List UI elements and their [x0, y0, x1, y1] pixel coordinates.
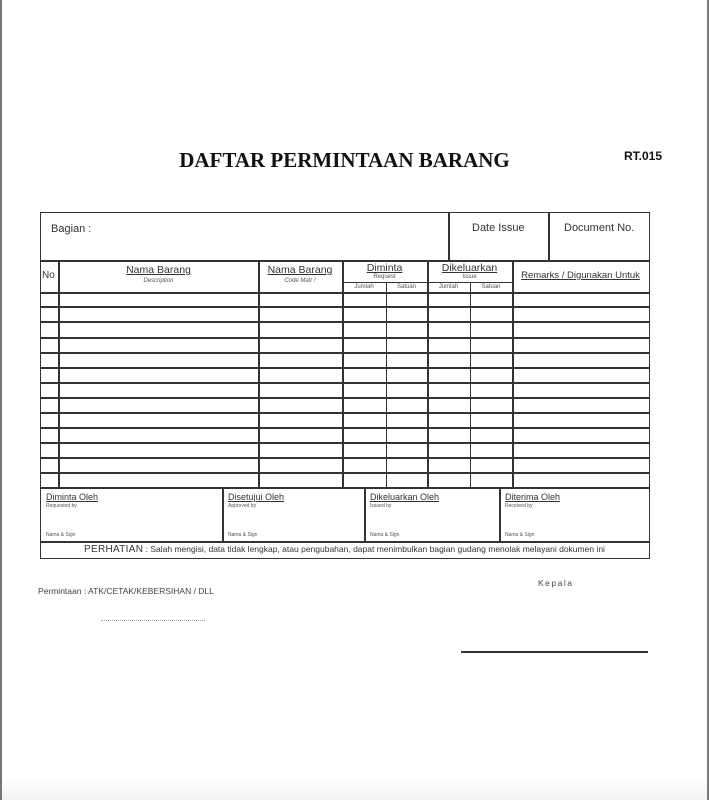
table-row[interactable] [40, 413, 649, 427]
table-row[interactable] [40, 308, 649, 321]
col-diminta-jumlah: Jumlah [354, 284, 374, 290]
row-line [40, 487, 650, 489]
document-no-label: Document No. [564, 222, 635, 234]
document-title [0, 148, 709, 173]
sign-title: Dikeluarkan Oleh [370, 492, 440, 502]
col-diminta-sub: Request [373, 274, 396, 280]
sign-title: Disetujui Oleh [228, 492, 285, 502]
sign-name-label: Nama & Sign [46, 532, 76, 538]
col-diminta: Diminta [366, 262, 403, 274]
notice [40, 544, 649, 555]
divider [40, 541, 650, 543]
sign-sub: Approved by [228, 503, 257, 509]
sign-title: Diterima Oleh [505, 492, 561, 502]
notice-text: : Salah mengisi, data tidak lengkap, atau pengubahan, dapat menimbulkan bagian gudang menolak melayani dokumen ini [145, 544, 605, 554]
sign-name-label: Nama & Sign [228, 532, 258, 538]
sign-sub: Requested by [46, 503, 77, 509]
table-row[interactable] [40, 398, 649, 412]
col-dikeluarkan-jumlah: Jumlah [438, 284, 459, 290]
notice-label: PERHATIAN [84, 544, 144, 555]
table-row[interactable] [40, 323, 649, 337]
bagian-label: Bagian : [51, 223, 92, 235]
sign-box-approved[interactable] [224, 490, 362, 540]
dotted-signature-line[interactable] [101, 620, 205, 621]
col-diminta-satuan: Satuan [396, 284, 417, 290]
table-row[interactable] [40, 458, 649, 472]
request-type: Permintaan : ATK/CETAK/KEBERSIHAN / DLL [38, 586, 214, 596]
page-bottom-shadow [2, 778, 707, 800]
table-row[interactable] [40, 353, 649, 367]
document-title-text: DAFTAR PERMINTAAN BARANG [179, 148, 510, 172]
table-row[interactable] [40, 368, 649, 382]
divider [548, 212, 550, 261]
divider [448, 212, 450, 261]
date-issue-label: Date Issue [472, 222, 525, 234]
sign-box-issued[interactable] [366, 490, 497, 540]
table-row[interactable] [40, 293, 649, 306]
table-row[interactable] [40, 338, 649, 352]
sign-title: Diminta Oleh [46, 492, 99, 502]
col-remarks: Remarks / Digunakan Untuk [521, 270, 640, 281]
sign-name-label: Nama & Sign [370, 532, 400, 538]
table-row[interactable] [40, 473, 649, 487]
sign-box-requested[interactable] [42, 490, 220, 540]
col-nama-barang: Nama Barang [126, 264, 191, 276]
col-dikeluarkan: Dikeluarkan [441, 262, 498, 274]
table-row[interactable] [40, 383, 649, 397]
col-no: No [42, 270, 55, 281]
col-dikeluarkan-satuan: Satuan [481, 284, 501, 290]
kepala-signature-line[interactable] [461, 651, 648, 653]
sign-sub: Issued by [370, 503, 392, 509]
table-row[interactable] [40, 428, 649, 442]
bagian-field[interactable] [100, 218, 440, 254]
sign-box-received[interactable] [501, 490, 648, 540]
col-dikeluarkan-sub: Issue [462, 274, 477, 280]
page-edge-left [0, 0, 2, 800]
table-row[interactable] [40, 443, 649, 457]
col-code: Nama Barang [267, 264, 333, 276]
col-code-sub: Code Matr ! [284, 278, 316, 284]
kepala-label: Kepala [538, 578, 574, 588]
col-nama-barang-sub: Description [143, 278, 174, 284]
date-issue-field[interactable] [452, 238, 544, 258]
sign-sub: Received by [505, 503, 533, 509]
document-no-field[interactable] [552, 238, 646, 258]
form-code: RT.015 [624, 149, 663, 163]
sign-name-label: Nama & Sign [505, 532, 535, 538]
